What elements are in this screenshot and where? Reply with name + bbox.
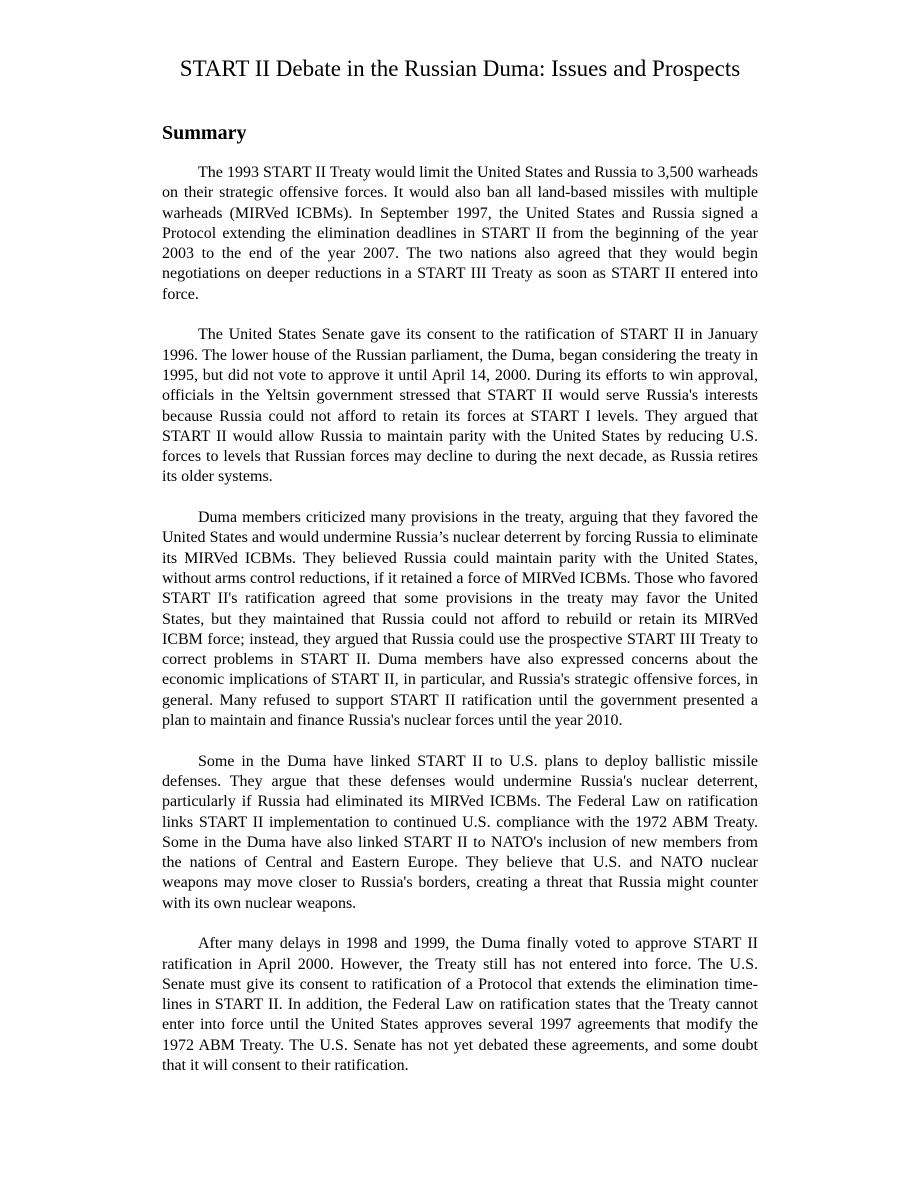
document-page [162,52,758,1076]
summary-paragraph-3: Duma members criticized many provisions in the treaty, arguing that they favored the United States and would undermine Russia’s nuclear deterrent by forcing Russia to eliminate its MIRVed ICBMs. They believed Russia could maintain parity with the United States, without arms control reductions, if it retained a force of MIRVed ICBMs. Those who favored START II's ratification agreed that some provisions in the treaty may favor the United States, but they maintained that Russia could not afford to rebuild or retain its MIRVed ICBM force; instead, they argued that Russia could use the prospective START III Treaty to correct problems in START II. Duma members have also expressed concerns about the economic implications of START II, in particular, and Russia's strategic offensive forces, in general. Many refused to support START II ratification until the government presented a plan to maintain and finance Russia's nuclear forces until the year 2010. [162,509,758,730]
document-title: START II Debate in the Russian Duma: Issues and Prospects [179,56,741,81]
section-heading-summary: Summary [162,122,247,144]
summary-paragraph-4: Some in the Duma have linked START II to U.S. plans to deploy ballistic missile defenses. They argue that these defenses would undermine Russia's nuclear deterrent, particularly if Russia had eliminated its MIRVed ICBMs. The Federal Law on ratification links START II implementation to continued U.S. compliance with the 1972 ABM Treaty. Some in the Duma have also linked START II to NATO's inclusion of new members from the nations of Central and Eastern Europe. They believe that U.S. and NATO nuclear weapons may move closer to Russia's borders, creating a threat that Russia might counter with its own nuclear weapons. [162,752,758,912]
summary-paragraph-1: The 1993 START II Treaty would limit the United States and Russia to 3,500 warheads on their strategic offensive forces. It would also ban all land-based missiles with multiple warheads (MIRVed ICBMs). In September 1997, the United States and Russia signed a Protocol extending the elimination deadlines in START II from the beginning of the year 2003 to the end of the year 2007. The two nations also agreed that they would begin negotiations on deeper reductions in a START III Treaty as soon as START II entered into force. [162,164,758,303]
summary-paragraph-5: After many delays in 1998 and 1999, the Duma finally voted to approve START II ratification in April 2000. However, the Treaty still has not entered into force. The U.S. Senate must give its consent to ratification of a Protocol that extends the elimination time-lines in START II. In addition, the Federal Law on ratification states that the Treaty cannot enter into force until the United States approves several 1997 agreements that modify the 1972 ABM Treaty. The U.S. Senate has not yet debated these agreements, and some doubt that it will consent to their ratification. [162,935,758,1075]
summary-paragraph-2: The United States Senate gave its consent to the ratification of START II in January 1996. The lower house of the Russian parliament, the Duma, began considering the treaty in 1995, but did not vote to approve it until April 14, 2000. During its efforts to win approval, officials in the Yeltsin government stressed that START II would serve Russia's interests because Russia could not afford to retain its forces at START I levels. They argued that START II would allow Russia to maintain parity with the United States by reducing U.S. forces to levels that Russian forces may decline to during the next decade, as Russia retires its older systems. [162,326,758,486]
